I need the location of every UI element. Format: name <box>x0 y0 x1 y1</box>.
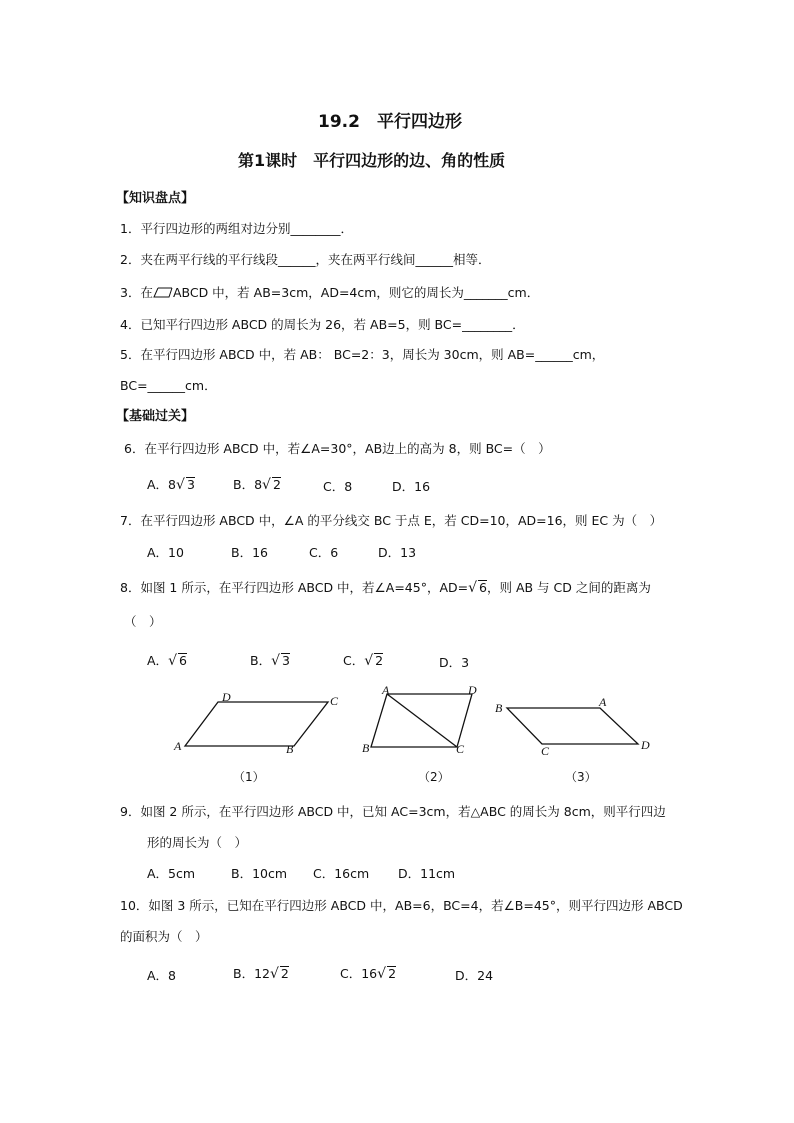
q8-option-b: B．√ 3 <box>250 653 290 669</box>
q9-option-c: C．16cm <box>313 866 370 881</box>
figure-2-diagonal-ac <box>387 694 457 747</box>
page-title: 19.2 平行四边形 <box>318 112 462 132</box>
question-9-line-1: 9．如图 2 所示，在平行四边形 ABCD 中，已知 AC=3cm，若△ABC 的周长为 8cm，则平行四边 <box>120 804 666 819</box>
section-knowledge: 【知识盘点】 <box>116 191 195 206</box>
q8-option-d: D．3 <box>439 655 470 670</box>
fig2-label-b: B <box>362 741 370 755</box>
question-8-line-2: （ ） <box>124 614 162 629</box>
q9-option-a: A．5cm <box>147 866 196 881</box>
page-subtitle: 第1课时 平行四边形的边、角的性质 <box>238 151 506 170</box>
question-6: 6．在平行四边形 ABCD 中，若∠A=30°，AB边上的高为 8，则 BC=（ ） <box>124 441 551 456</box>
figure-3-parallelogram <box>507 708 638 744</box>
question-4: 4．已知平行四边形 ABCD 的周长为 26，若 AB=5，则 BC=________． <box>120 317 525 332</box>
question-1: 1．平行四边形的两组对边分别________． <box>120 221 353 236</box>
question-3 <box>120 283 539 301</box>
q7-option-a: A．10 <box>147 545 184 560</box>
q9-option-b: B．10cm <box>231 866 288 881</box>
q7-option-d: D．13 <box>378 545 417 560</box>
q10-option-a: A．8 <box>147 968 177 983</box>
q7-option-b: B．16 <box>231 545 268 560</box>
q8-option-c: C．√ 2 <box>343 653 384 669</box>
fig3-label-d: D <box>641 738 650 752</box>
fig2-label-a: A <box>382 683 390 697</box>
q6-option-b: B．8√ 2 <box>233 477 281 493</box>
question-7: 7．在平行四边形 ABCD 中，∠A 的平分线交 BC 于点 E，若 CD=10，AD=16，则 EC 为（ ） <box>120 513 663 528</box>
fig3-label-c: C <box>541 744 550 758</box>
figure-1-diagram <box>170 690 350 760</box>
q10-option-d: D．24 <box>455 968 494 983</box>
parallelogram-symbol-icon <box>153 286 173 297</box>
q6-option-c: C．8 <box>323 479 353 494</box>
figure-1-caption: （1） <box>233 770 265 784</box>
fig1-label-a: A <box>174 739 182 753</box>
question-5-line-1: 5．在平行四边形 ABCD 中，若 AB： BC=2：3，周长为 30cm，则 AB=______cm， <box>120 347 605 362</box>
q7-option-c: C．6 <box>309 545 339 560</box>
fig3-label-b: B <box>495 701 503 715</box>
q10-option-c: C．16√ 2 <box>340 966 397 982</box>
question-2: 2．夹在两平行线的平行线段______，夹在两平行线间______相等． <box>120 252 491 267</box>
figure-3-diagram <box>495 695 655 755</box>
question-10-line-1: 10．如图 3 所示，已知在平行四边形 ABCD 中，AB=6，BC=4，若∠B=45°，则平行四边形 ABCD <box>120 898 683 913</box>
question-3-prefix: 3．在 <box>120 285 153 300</box>
q8-option-a: A．√ 6 <box>147 653 187 669</box>
q10-option-b: B．12√ 2 <box>233 966 289 982</box>
figure-3-caption: （3） <box>565 770 597 784</box>
q6-option-d: D．16 <box>392 479 431 494</box>
question-10-line-2: 的面积为（ ） <box>120 929 208 944</box>
q6-option-a: A．8√ 3 <box>147 477 195 493</box>
fig1-label-d: D <box>222 690 231 704</box>
fig1-label-b: B <box>286 742 294 756</box>
question-5-line-2: BC=______cm． <box>120 378 217 393</box>
fig1-label-c: C <box>330 694 339 708</box>
figure-1-parallelogram <box>185 702 328 746</box>
section-basic: 【基础过关】 <box>116 409 195 424</box>
fig3-label-a: A <box>599 695 607 709</box>
question-9-line-2: 形的周长为（ ） <box>147 835 248 850</box>
fig2-label-d: D <box>468 683 477 697</box>
fig2-label-c: C <box>456 742 465 756</box>
question-8-line-1: 8．如图 1 所示，在平行四边形 ABCD 中，若∠A=45°，AD=√ 6，则 AB 与 CD 之间的距离为 <box>120 580 651 596</box>
question-3-rest: ABCD 中，若 AB=3cm，AD=4cm，则它的周长为_______cm． <box>172 285 540 300</box>
q9-option-d: D．11cm <box>398 866 456 881</box>
figure-2-caption: （2） <box>418 770 450 784</box>
